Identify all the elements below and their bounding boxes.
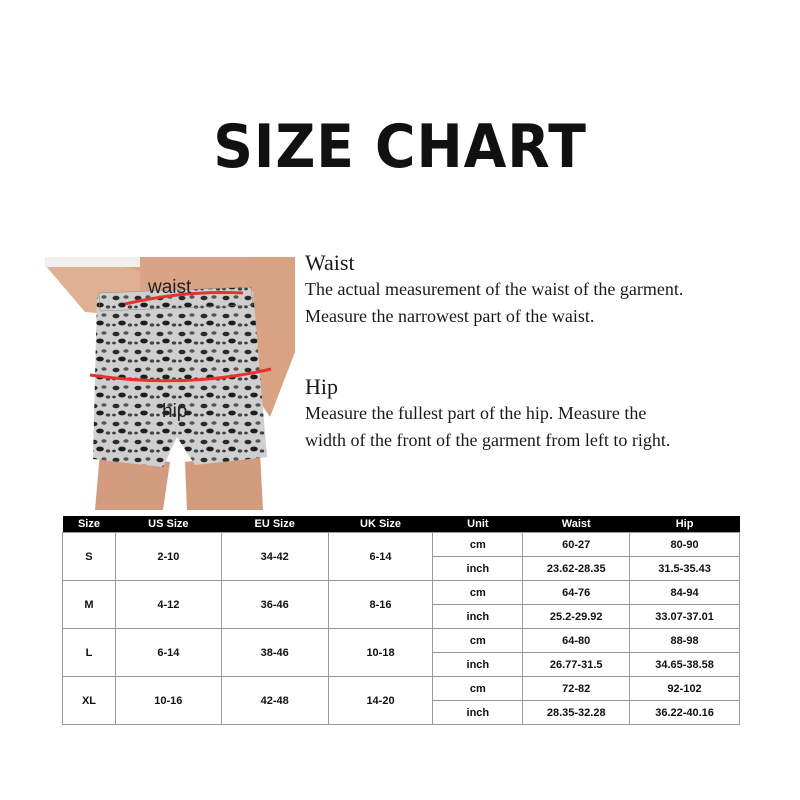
table-header-row	[63, 516, 740, 533]
table-row	[63, 629, 740, 653]
us-size-cell: 6-14	[115, 629, 221, 677]
table-row	[63, 581, 740, 605]
waist-cell: 23.62-28.35	[523, 557, 630, 581]
unit-cell: inch	[433, 653, 523, 677]
hip-cell: 84-94	[630, 581, 740, 605]
waist-cell: 60-27	[523, 533, 630, 557]
header-unit: Unit	[433, 516, 523, 533]
eu-size-cell: 38-46	[221, 629, 328, 677]
size-cell: L	[63, 629, 116, 677]
eu-size-cell: 34-42	[221, 533, 328, 581]
hip-cell: 33.07-37.01	[630, 605, 740, 629]
eu-size-cell: 36-46	[221, 581, 328, 629]
page-title: SIZE CHART	[213, 112, 587, 182]
us-size-cell: 2-10	[115, 533, 221, 581]
waist-desc-line-1: The actual measurement of the waist of the garment.	[305, 279, 684, 299]
hip-label: hip	[162, 401, 188, 422]
table-row	[63, 677, 740, 701]
unit-cell: inch	[433, 557, 523, 581]
header-waist: Waist	[523, 516, 630, 533]
hip-cell: 36.22-40.16	[630, 701, 740, 725]
header-eu-size: EU Size	[221, 516, 328, 533]
hip-desc-line-1: Measure the fullest part of the hip. Measure the	[305, 403, 647, 423]
waist-cell: 64-80	[523, 629, 630, 653]
size-table	[62, 516, 740, 725]
waist-desc-line-2: Measure the narrowest part of the waist.	[305, 306, 595, 326]
uk-size-cell: 10-18	[328, 629, 433, 677]
size-cell: XL	[63, 677, 116, 725]
hip-cell: 92-102	[630, 677, 740, 701]
waist-cell: 25.2-29.92	[523, 605, 630, 629]
waist-heading: Waist	[305, 250, 355, 275]
hip-heading: Hip	[305, 374, 338, 399]
us-size-cell: 10-16	[115, 677, 221, 725]
hip-cell: 88-98	[630, 629, 740, 653]
unit-cell: inch	[433, 605, 523, 629]
us-size-cell: 4-12	[115, 581, 221, 629]
shorts-illustration	[45, 257, 295, 510]
waist-cell: 28.35-32.28	[523, 701, 630, 725]
header-hip: Hip	[630, 516, 740, 533]
unit-cell: cm	[433, 629, 523, 653]
waist-cell: 26.77-31.5	[523, 653, 630, 677]
eu-size-cell: 42-48	[221, 677, 328, 725]
unit-cell: inch	[433, 701, 523, 725]
table-row	[63, 533, 740, 557]
uk-size-cell: 6-14	[328, 533, 433, 581]
waist-cell: 64-76	[523, 581, 630, 605]
unit-cell: cm	[433, 533, 523, 557]
uk-size-cell: 14-20	[328, 677, 433, 725]
waist-cell: 72-82	[523, 677, 630, 701]
header-size: Size	[63, 516, 116, 533]
waist-label: waist	[148, 277, 192, 298]
size-cell: M	[63, 581, 116, 629]
hip-cell: 80-90	[630, 533, 740, 557]
unit-cell: cm	[433, 581, 523, 605]
hip-desc-line-2: width of the front of the garment from left to right.	[305, 430, 671, 450]
header-uk-size: UK Size	[328, 516, 433, 533]
size-cell: S	[63, 533, 116, 581]
header-us-size: US Size	[115, 516, 221, 533]
unit-cell: cm	[433, 677, 523, 701]
uk-size-cell: 8-16	[328, 581, 433, 629]
hip-description	[305, 374, 775, 454]
hip-cell: 31.5-35.43	[630, 557, 740, 581]
hip-cell: 34.65-38.58	[630, 653, 740, 677]
waist-description	[305, 250, 775, 330]
